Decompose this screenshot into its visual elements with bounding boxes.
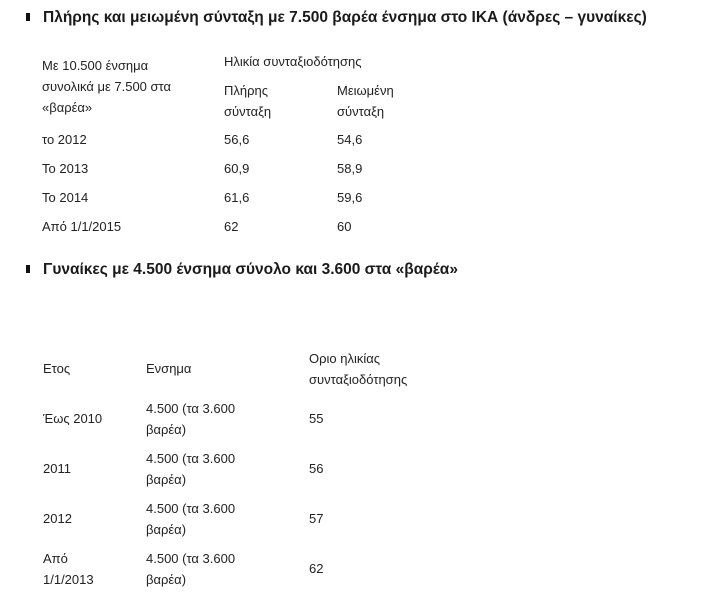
table-cell-full: 56,6 <box>224 132 250 147</box>
table-cell-reduced: 58,9 <box>337 161 363 176</box>
col-header-year: Ετος <box>43 361 71 376</box>
table-cell-reduced: 54,6 <box>337 132 363 147</box>
table-cell-full: 60,9 <box>224 161 250 176</box>
table-row-label: Από 1/1/2015 <box>42 219 122 234</box>
col-header-reduced-pension: Μειωμένη σύνταξη <box>337 83 394 119</box>
table-row-label: Το 2014 <box>42 190 89 205</box>
table-row-year: Από 1/1/2013 <box>43 551 94 587</box>
table-cell-stamps: 4.500 (τα 3.600 βαρέα) <box>146 501 236 537</box>
table-cell-reduced: 59,6 <box>337 190 363 205</box>
col-header-full-pension: Πλήρης σύνταξη <box>224 83 272 119</box>
section1-heading <box>0 9 647 27</box>
table-cell-age: 55 <box>309 411 324 426</box>
table-cell-reduced: 60 <box>337 219 352 234</box>
section2-heading-text: Γυναίκες με 4.500 ένσημα σύνολο και 3.600 στα «βαρέα» <box>43 261 458 278</box>
table-cell-stamps: 4.500 (τα 3.600 βαρέα) <box>146 451 236 487</box>
col-header-age-limit: Οριο ηλικίας συνταξιοδότησης <box>309 351 408 387</box>
table-row-year: 2011 <box>43 461 71 476</box>
table-cell-age: 57 <box>309 511 324 526</box>
table-row-label: το 2012 <box>42 132 87 147</box>
table-cell-age: 62 <box>309 561 324 576</box>
table-cell-full: 62 <box>224 219 239 234</box>
table-row-label: Το 2013 <box>42 161 89 176</box>
table-cell-full: 61,6 <box>224 190 250 205</box>
section2-heading <box>0 261 458 279</box>
table-cell-stamps: 4.500 (τα 3.600 βαρέα) <box>146 551 236 587</box>
section1-heading-text: Πλήρης και μειωμένη σύνταξη με 7.500 βαρέα ένσημα στο ΙΚΑ (άνδρες – γυναίκες) <box>43 9 647 26</box>
bullet-icon <box>26 13 30 21</box>
col-header-stamps: Με 10.500 ένσημα συνολικά με 7.500 στα «βαρέα» <box>42 58 172 115</box>
table-row-year: 2012 <box>43 511 72 526</box>
bullet-icon <box>26 265 30 273</box>
group-header-retirement-age: Ηλικία συνταξιοδότησης <box>224 54 362 69</box>
table-row-year: Έως 2010 <box>43 411 103 426</box>
table-cell-stamps: 4.500 (τα 3.600 βαρέα) <box>146 401 236 437</box>
table-cell-age: 56 <box>309 461 324 476</box>
col-header-stamps: Ενσημα <box>146 361 192 376</box>
